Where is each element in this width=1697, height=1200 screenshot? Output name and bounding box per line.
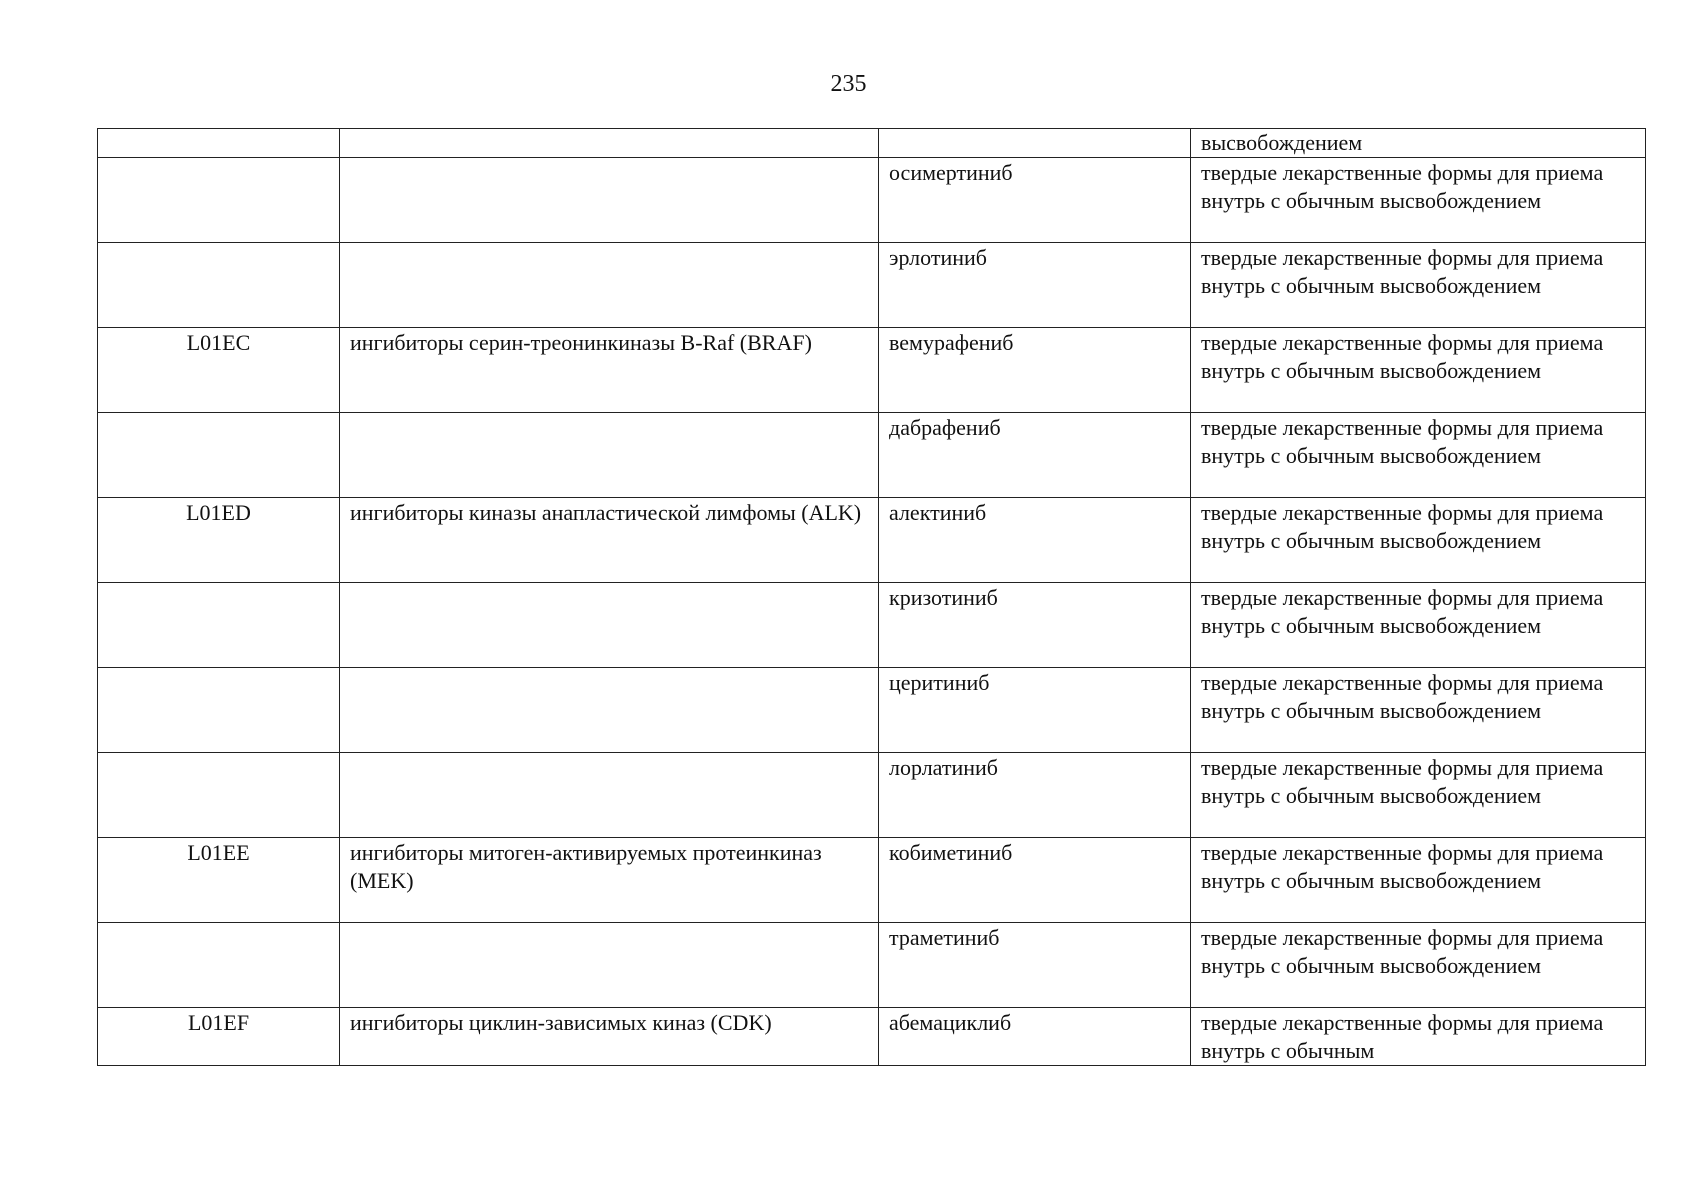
atc-code-cell: L01ED bbox=[98, 498, 340, 583]
table-row bbox=[98, 753, 1646, 838]
dosage-form-cell: твердые лекарственные формы для приема внутрь с обычным высвобождением bbox=[1191, 498, 1646, 583]
drug-name-cell: эрлотиниб bbox=[879, 243, 1191, 328]
dosage-form-cell: твердые лекарственные формы для приема внутрь с обычным высвобождением bbox=[1191, 413, 1646, 498]
table-row bbox=[98, 328, 1646, 413]
table-row bbox=[98, 668, 1646, 753]
page-number: 235 bbox=[830, 71, 867, 97]
atc-code-cell bbox=[98, 413, 340, 498]
group-name-cell bbox=[340, 413, 879, 498]
drug-name-cell: лорлатиниб bbox=[879, 753, 1191, 838]
dosage-form-cell: твердые лекарственные формы для приема внутрь с обычным высвобождением bbox=[1191, 583, 1646, 668]
group-name-cell: ингибиторы митоген-активируемых протеинкиназ (MEK) bbox=[340, 838, 879, 923]
atc-code-cell bbox=[98, 583, 340, 668]
drug-name-cell: кобиметиниб bbox=[879, 838, 1191, 923]
drug-name-cell: осимертиниб bbox=[879, 158, 1191, 243]
drug-name-cell: дабрафениб bbox=[879, 413, 1191, 498]
drug-table bbox=[97, 128, 1646, 1066]
group-name-cell bbox=[340, 243, 879, 328]
dosage-form-cell: высвобождением bbox=[1191, 129, 1646, 158]
atc-code-cell: L01EC bbox=[98, 328, 340, 413]
group-name-cell bbox=[340, 753, 879, 838]
dosage-form-cell: твердые лекарственные формы для приема внутрь с обычным высвобождением bbox=[1191, 158, 1646, 243]
drug-name-cell: абемациклиб bbox=[879, 1008, 1191, 1066]
table-row bbox=[98, 158, 1646, 243]
table-row bbox=[98, 498, 1646, 583]
dosage-form-cell: твердые лекарственные формы для приема внутрь с обычным высвобождением bbox=[1191, 838, 1646, 923]
atc-code-cell bbox=[98, 243, 340, 328]
dosage-form-cell: твердые лекарственные формы для приема внутрь с обычным высвобождением bbox=[1191, 668, 1646, 753]
drug-name-cell: алектиниб bbox=[879, 498, 1191, 583]
dosage-form-cell: твердые лекарственные формы для приема внутрь с обычным bbox=[1191, 1008, 1646, 1066]
atc-code-cell bbox=[98, 923, 340, 1008]
atc-code-cell: L01EF bbox=[98, 1008, 340, 1066]
group-name-cell bbox=[340, 129, 879, 158]
table-row bbox=[98, 1008, 1646, 1066]
drug-name-cell: церитиниб bbox=[879, 668, 1191, 753]
table-row bbox=[98, 583, 1646, 668]
group-name-cell bbox=[340, 668, 879, 753]
dosage-form-cell: твердые лекарственные формы для приема внутрь с обычным высвобождением bbox=[1191, 923, 1646, 1008]
group-name-cell: ингибиторы серин-треонинкиназы B-Raf (BRAF) bbox=[340, 328, 879, 413]
group-name-cell: ингибиторы циклин-зависимых киназ (CDK) bbox=[340, 1008, 879, 1066]
drug-name-cell: кризотиниб bbox=[879, 583, 1191, 668]
atc-code-cell: L01EE bbox=[98, 838, 340, 923]
table-row bbox=[98, 923, 1646, 1008]
table-row bbox=[98, 838, 1646, 923]
table-row bbox=[98, 243, 1646, 328]
drug-name-cell: траметиниб bbox=[879, 923, 1191, 1008]
dosage-form-cell: твердые лекарственные формы для приема внутрь с обычным высвобождением bbox=[1191, 243, 1646, 328]
group-name-cell bbox=[340, 923, 879, 1008]
drug-name-cell: вемурафениб bbox=[879, 328, 1191, 413]
group-name-cell bbox=[340, 158, 879, 243]
atc-code-cell bbox=[98, 668, 340, 753]
table-row bbox=[98, 413, 1646, 498]
group-name-cell: ингибиторы киназы анапластической лимфомы (ALK) bbox=[340, 498, 879, 583]
dosage-form-cell: твердые лекарственные формы для приема внутрь с обычным высвобождением bbox=[1191, 753, 1646, 838]
atc-code-cell bbox=[98, 753, 340, 838]
drug-name-cell bbox=[879, 129, 1191, 158]
atc-code-cell bbox=[98, 158, 340, 243]
atc-code-cell bbox=[98, 129, 340, 158]
group-name-cell bbox=[340, 583, 879, 668]
table-body bbox=[98, 129, 1646, 1066]
dosage-form-cell: твердые лекарственные формы для приема внутрь с обычным высвобождением bbox=[1191, 328, 1646, 413]
table-row bbox=[98, 129, 1646, 158]
